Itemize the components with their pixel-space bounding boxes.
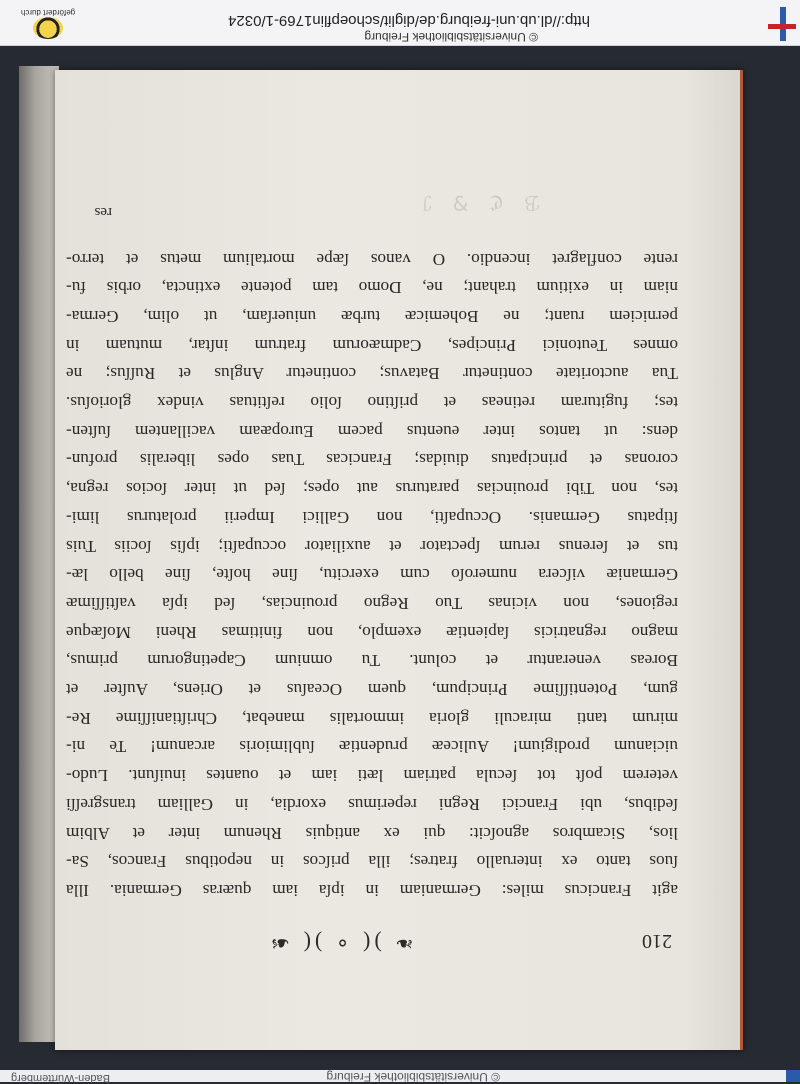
funded-by-text: gefördert durch	[20, 8, 76, 17]
page-edge	[19, 66, 59, 1042]
text-line: regiones, non vicinas Tuo Regno prouincias, ſed ipſa vaſtiſſimæ	[66, 593, 678, 613]
text-line: coronas et principatus diuidas; Francicas Tuas opes liberalis profun-	[66, 450, 678, 470]
text-line: rente conflagret incendio. O vanos ſæpe mortalium metus et terro-	[66, 249, 678, 269]
text-line: lios, Sicambros agnoſcit: qui ex antiquis Rhenum inter et Albim	[66, 823, 678, 843]
text-line: mirum tanti miraculi gloria immortalis manebat, Chriſtianiſſime Re-	[66, 708, 678, 728]
text-line: Germaniæ viſcera numeroſo cum exercitu, ſine hoſte, ſine bello læ-	[66, 565, 678, 585]
library-logo-fragment	[786, 1070, 800, 1082]
text-line: magno regnatricis ſapientiæ exemplo, non finitimas Rheni Moſæque	[66, 622, 678, 642]
faint-marks: ℬ ℭ ⅋ ℐ	[414, 191, 540, 213]
bottom-library-banner	[0, 1070, 800, 1082]
bottom-banner-right-text: Baden-Württemberg	[10, 1072, 110, 1084]
text-line: Boreas venerantur et colunt. Tu omnium Capetingorum primus,	[66, 651, 678, 671]
bottom-banner-text: © Universitätsbibliothek Freiburg	[326, 1070, 500, 1084]
library-banner	[0, 0, 800, 46]
text-line: veterem poſt tot ſecula patriam læti iam et ouantes inuiſunt. Ludo-	[66, 766, 678, 786]
text-line: tus et ſerenus rerum ſpectator et auxiliator occupaſti; ipſis ſociis Tuis	[66, 536, 678, 556]
state-seal-icon	[33, 17, 63, 39]
text-line: dens: ut tantos inter euentus pacem Europæam vacillantem ſuſten-	[66, 421, 678, 441]
text-line: niam in exitium trahant; ne, Domo tam potente extincta, orbis fu-	[66, 278, 678, 298]
text-line: gum, Potentiſſime Principum, quem Oceaſus et Oriens, Auſter et	[66, 680, 678, 700]
header-ornament: ❧ )( ∘ )( ☙	[266, 931, 414, 956]
document-url-link[interactable]: http://dl.ub.uni-freiburg.de/diglit/schoepflin1769-1/0324	[228, 12, 590, 29]
text-line: agit Francicus miles: Germaniam in ipſa iam quæras Germania. Illa	[66, 881, 678, 900]
book-page	[55, 70, 743, 1050]
text-line: uicianum prodigium! Auliceæ prudentiæ ſublimioris arcanum! Te ni-	[66, 737, 678, 757]
text-line: Tua auctoritate continetur Batavus; continetur Anglus et Ruſſus; ne	[66, 364, 678, 384]
library-logo-icon	[764, 3, 800, 41]
text-line: tes, non Tibi prouincias paraturus aut opes; ſed ut inter ſocios regna,	[66, 479, 678, 499]
body-text	[66, 244, 678, 904]
text-line: ſtipatus Germanis. Occupaſti, non Gallici Imperii prolaturus limi-	[66, 507, 678, 527]
text-line: perniciem ruant; ne Bohemicæ turbæ uniuerſam, ut olim, Germa-	[66, 306, 678, 326]
text-line: omnes Teutonici Principes, Cadmæorum fratrum inſtar, mutuam in	[66, 335, 678, 355]
funding-badge	[20, 5, 76, 39]
catchword: res	[94, 204, 112, 220]
text-line: tes; fugituram retineas et priſtino ſolio reſtituas vindex glorioſus.	[66, 393, 678, 413]
copyright-text: © Universitätsbibliothek Freiburg	[364, 30, 538, 44]
text-line: ſedibus, ubi Francici Regni reperimus exordia, in Galliam transgreſſi	[66, 794, 678, 814]
page-number: 210	[642, 930, 672, 952]
text-line: ſuos tanto ex interuallo fratres; illa priſcos in nepotibus Francos, Sa-	[66, 852, 678, 872]
